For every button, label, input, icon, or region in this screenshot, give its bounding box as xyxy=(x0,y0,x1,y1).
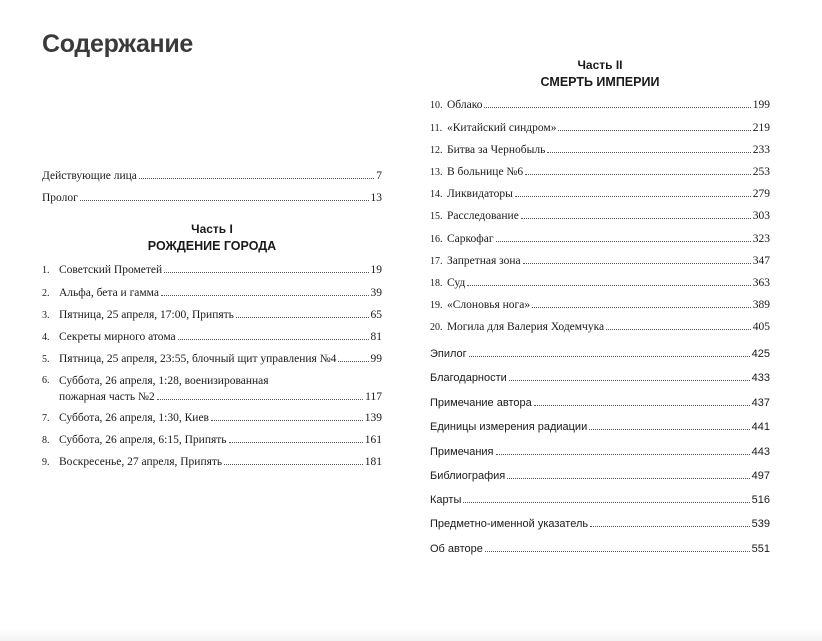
toc-entry-back[interactable] xyxy=(430,347,770,361)
entry-title: Расследование xyxy=(447,210,519,222)
chapter-number: 2. xyxy=(42,288,50,299)
toc-left-column xyxy=(42,0,382,641)
leader-dots xyxy=(211,420,363,421)
chapter-number: 3. xyxy=(42,310,50,321)
toc-entry-back[interactable] xyxy=(430,542,770,556)
chapter-number: 14. xyxy=(430,189,443,200)
entry-title: Действующие лица xyxy=(42,170,137,182)
entry-page: 219 xyxy=(752,122,770,134)
part-heading xyxy=(430,58,770,89)
entry-title: В больнице №6 xyxy=(447,166,524,178)
entry-page: 539 xyxy=(751,518,770,530)
entry-title: Ликвидаторы xyxy=(447,188,513,200)
toc-entry-front[interactable] xyxy=(42,169,382,183)
entry-title: Альфа, бета и гамма xyxy=(59,287,159,299)
entry-title: Суд xyxy=(447,277,466,289)
entry-page: 425 xyxy=(751,348,770,360)
toc-entry-back[interactable] xyxy=(430,469,770,483)
toc-entry-back[interactable] xyxy=(430,493,770,507)
entry-title: Суббота, 26 апреля, 1:30, Киев xyxy=(59,412,209,424)
leader-dots xyxy=(525,174,751,175)
page-title: Содержание xyxy=(42,30,194,58)
entry-page: 347 xyxy=(752,255,770,267)
leader-dots xyxy=(547,152,750,153)
entry-page: 99 xyxy=(370,353,382,365)
toc-entry-chapter[interactable] xyxy=(42,411,382,426)
chapter-number: 16. xyxy=(430,234,443,245)
leader-dots xyxy=(139,178,374,179)
leader-dots xyxy=(161,295,369,296)
leader-dots xyxy=(534,405,750,406)
entry-page: 443 xyxy=(751,446,770,458)
entry-page: 433 xyxy=(751,372,770,384)
entry-page: 39 xyxy=(370,287,382,299)
toc-entry-chapter[interactable] xyxy=(42,374,382,404)
chapter-number: 8. xyxy=(42,435,50,446)
entry-page: 551 xyxy=(751,543,770,555)
chapter-number: 4. xyxy=(42,332,50,343)
entry-title: Воскресенье, 27 апреля, Припять xyxy=(59,456,223,468)
chapter-number: 1. xyxy=(42,265,50,276)
toc-entry-chapter[interactable] xyxy=(430,276,770,291)
entry-title: Запретная зона xyxy=(447,255,521,267)
chapter-number: 13. xyxy=(430,167,443,178)
leader-dots xyxy=(558,130,750,131)
toc-entry-chapter[interactable] xyxy=(430,254,770,269)
leader-dots xyxy=(80,200,369,201)
chapter-number: 20. xyxy=(430,322,443,333)
entry-page: 516 xyxy=(751,494,770,506)
toc-entry-chapter[interactable] xyxy=(42,308,382,323)
part-name: СМЕРТЬ ИМПЕРИИ xyxy=(540,75,660,89)
toc-entry-back[interactable] xyxy=(430,396,770,410)
toc-entry-back[interactable] xyxy=(430,517,770,531)
toc-entry-front[interactable] xyxy=(42,191,382,205)
entry-page: 405 xyxy=(752,321,770,333)
entry-page: 19 xyxy=(370,264,382,276)
leader-dots xyxy=(532,307,751,308)
leader-dots xyxy=(164,272,368,273)
entry-page: 7 xyxy=(376,170,382,182)
entry-page: 233 xyxy=(752,144,770,156)
leader-dots xyxy=(590,526,750,527)
entry-page: 161 xyxy=(364,434,382,446)
part-heading xyxy=(42,222,382,253)
leader-dots xyxy=(589,429,749,430)
leader-dots xyxy=(485,551,750,552)
chapter-number: 11. xyxy=(430,123,443,134)
entry-page: 497 xyxy=(751,470,770,482)
toc-entry-chapter[interactable] xyxy=(42,330,382,345)
toc-right-column xyxy=(430,0,770,641)
leader-dots xyxy=(157,399,363,400)
entry-title: Пятница, 25 апреля, 17:00, Припять xyxy=(59,309,234,321)
leader-dots xyxy=(509,380,750,381)
entry-title: Битва за Чернобыль xyxy=(447,144,546,156)
toc-entry-chapter[interactable] xyxy=(42,286,382,301)
toc-entry-chapter[interactable] xyxy=(430,209,770,224)
entry-title: «Слоновья нога» xyxy=(447,299,531,311)
toc-entry-chapter[interactable] xyxy=(42,433,382,448)
entry-title: Библиография xyxy=(430,470,506,482)
chapter-number: 6. xyxy=(42,375,50,386)
toc-entry-chapter[interactable] xyxy=(42,263,382,278)
toc-entry-chapter[interactable] xyxy=(430,187,770,202)
entry-title: Об авторе xyxy=(430,543,483,555)
entry-title-continued: пожарная часть №2 xyxy=(59,391,155,403)
entry-title: Эпилог xyxy=(430,348,467,360)
entry-title: Саркофаг xyxy=(447,233,494,245)
toc-entry-back[interactable] xyxy=(430,371,770,385)
entry-page: 81 xyxy=(370,331,382,343)
toc-entry-chapter[interactable] xyxy=(430,165,770,180)
leader-dots xyxy=(507,478,749,479)
chapter-number: 19. xyxy=(430,300,443,311)
leader-dots xyxy=(236,317,369,318)
entry-title: Предметно-именной указатель xyxy=(430,518,589,530)
toc-entry-chapter[interactable] xyxy=(430,98,770,113)
entry-title: Пятница, 25 апреля, 23:55, блочный щит управления №4 xyxy=(59,353,337,365)
entry-page: 199 xyxy=(752,99,770,111)
entry-title: Единицы измерения радиации xyxy=(430,421,588,433)
leader-dots xyxy=(515,196,751,197)
entry-title: Суббота, 26 апреля, 6:15, Припять xyxy=(59,434,227,446)
toc-entry-chapter[interactable] xyxy=(42,352,382,367)
entry-page: 117 xyxy=(365,391,382,403)
entry-title: Пролог xyxy=(42,192,78,204)
leader-dots xyxy=(521,218,751,219)
toc-entry-chapter[interactable] xyxy=(430,320,770,335)
entry-title: Могила для Валерия Ходемчука xyxy=(447,321,605,333)
entry-title: Карты xyxy=(430,494,462,506)
entry-title: Примечание автора xyxy=(430,397,532,409)
entry-page: 323 xyxy=(752,233,770,245)
chapter-number: 5. xyxy=(42,354,50,365)
toc-entry-chapter[interactable] xyxy=(42,455,382,470)
chapter-number: 7. xyxy=(42,413,50,424)
entry-title: Благодарности xyxy=(430,372,507,384)
entry-title: «Китайский синдром» xyxy=(447,122,557,134)
leader-dots xyxy=(496,454,750,455)
entry-page: 13 xyxy=(370,192,382,204)
chapter-number: 18. xyxy=(430,278,443,289)
toc-entry-back[interactable] xyxy=(430,445,770,459)
leader-dots xyxy=(467,285,750,286)
entry-page: 303 xyxy=(752,210,770,222)
toc-entry-chapter[interactable] xyxy=(430,298,770,313)
entry-page: 139 xyxy=(364,412,382,424)
leader-dots xyxy=(463,502,749,503)
entry-page: 437 xyxy=(751,397,770,409)
leader-dots xyxy=(496,241,751,242)
chapter-number: 9. xyxy=(42,457,50,468)
chapter-number: 10. xyxy=(430,100,443,111)
toc-entry-chapter[interactable] xyxy=(430,121,770,136)
entry-title: Суббота, 26 апреля, 1:28, военизированная xyxy=(59,375,269,387)
toc-entry-chapter[interactable] xyxy=(430,143,770,158)
entry-page: 389 xyxy=(752,299,770,311)
leader-dots xyxy=(469,356,750,357)
leader-dots xyxy=(178,339,369,340)
page-bottom-shadow xyxy=(0,629,822,641)
chapter-number: 17. xyxy=(430,256,443,267)
leader-dots xyxy=(484,107,750,108)
entry-page: 181 xyxy=(364,456,382,468)
leader-dots xyxy=(606,329,751,330)
leader-dots xyxy=(224,464,363,465)
entry-title: Примечания xyxy=(430,446,494,458)
entry-title: Советский Прометей xyxy=(59,264,163,276)
leader-dots xyxy=(523,263,751,264)
entry-page: 279 xyxy=(752,188,770,200)
leader-dots xyxy=(338,361,368,362)
part-label: Часть I xyxy=(191,222,233,236)
entry-page: 363 xyxy=(752,277,770,289)
toc-entry-back[interactable] xyxy=(430,420,770,434)
chapter-number: 15. xyxy=(430,211,443,222)
toc-entry-chapter[interactable] xyxy=(430,232,770,247)
part-label: Часть II xyxy=(577,58,623,72)
part-name: РОЖДЕНИЕ ГОРОДА xyxy=(147,239,277,253)
entry-page: 441 xyxy=(751,421,770,433)
entry-title: Облако xyxy=(447,99,483,111)
leader-dots xyxy=(229,442,363,443)
entry-page: 65 xyxy=(370,309,382,321)
entry-title: Секреты мирного атома xyxy=(59,331,176,343)
chapter-number: 12. xyxy=(430,145,443,156)
entry-page: 253 xyxy=(752,166,770,178)
